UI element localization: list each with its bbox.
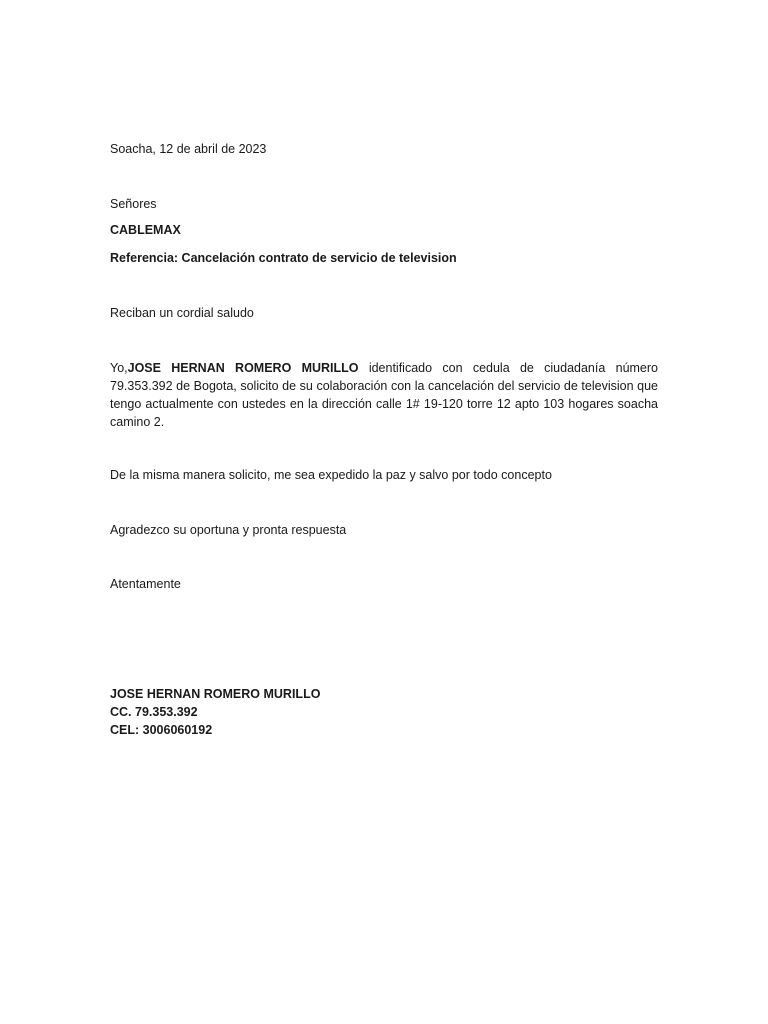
reference-line: Referencia: Cancelación contrato de servicio de television — [110, 251, 457, 265]
recipient-name: CABLEMAX — [110, 223, 181, 237]
greeting-line: Reciban un cordial saludo — [110, 306, 254, 320]
signature-name: JOSE HERNAN ROMERO MURILLO — [110, 687, 321, 701]
body-paragraph — [110, 359, 658, 431]
thanks-line: Agradezco su oportuna y pronta respuesta — [110, 523, 347, 537]
salutation-to: Señores — [110, 197, 157, 211]
date-line: Soacha, 12 de abril de 2023 — [110, 142, 267, 156]
body-name: JOSE HERNAN ROMERO MURILLO — [127, 361, 359, 375]
signature-id: CC. 79.353.392 — [110, 705, 198, 719]
request-line: De la misma manera solicito, me sea expedido la paz y salvo por todo concepto — [110, 468, 552, 482]
body-intro: Yo, — [110, 361, 128, 375]
closing-line: Atentamente — [110, 577, 181, 591]
body-text: identificado con cedula de ciudadanía número 79.353.392 de Bogota, solicito de su colaboración con la cancelación del servicio de television que tengo actualmente con ustedes en la dirección calle 1# 19-120 torre 12 apto 103 hogares soacha camino 2. — [110, 361, 658, 429]
signature-phone: CEL: 3006060192 — [110, 723, 213, 737]
